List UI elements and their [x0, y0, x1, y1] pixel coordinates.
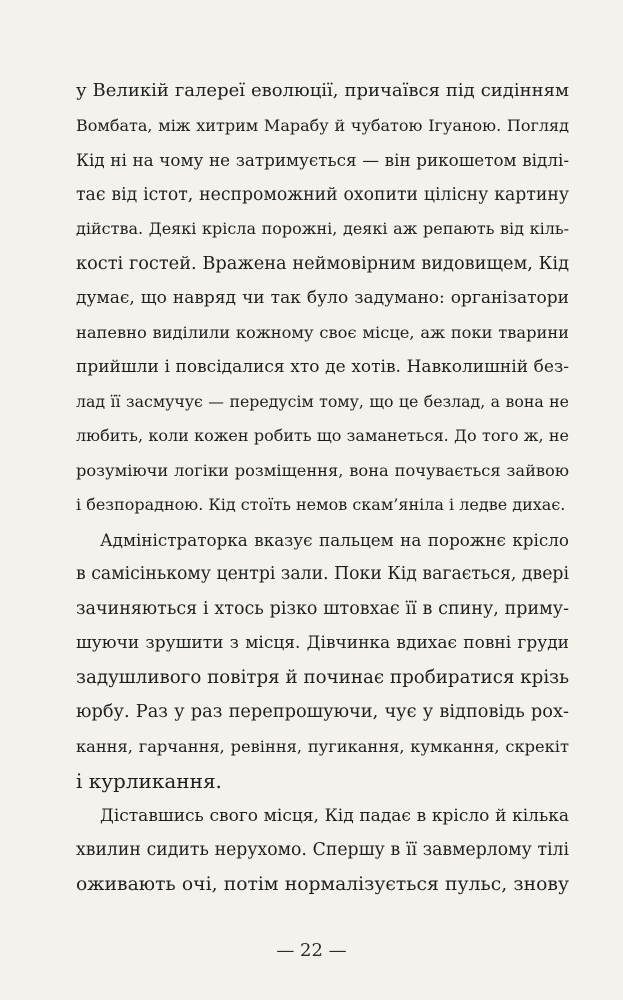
text-line-5: дійства. Деякі крісла порожні, деякі аж репають від кіль- [76, 219, 569, 238]
text-line-7: думає, що навряд чи так було задумано: організатори [76, 288, 569, 308]
text-line-6: кості гостей. Вражена неймовірним видовищем, Кід [76, 253, 569, 274]
text-line-12: розуміючи логіки розміщення, вона почувається зайвою [76, 460, 569, 480]
text-line-14: Адміністраторка вказує пальцем на порожнє крісло [100, 529, 569, 550]
text-line-17: шуючи зрушити з місця. Дівчинка вдихає повні груди [76, 633, 569, 653]
text-line-2: Вомбата, між хитрим Марабу й чубатою Ігуаною. Погляд [76, 115, 569, 135]
text-line-1: у Великій галереї еволюції, причаївся під сидінням [76, 80, 569, 101]
text-line-3: Кід ні на чому не затримується — він рикошетом відлі- [76, 150, 569, 170]
text-line-20: кання, гарчання, ревіння, пугикання, кумкання, скрекіт [76, 736, 569, 756]
body-text [76, 74, 569, 902]
text-line-24: оживають очі, потім нормалізується пульс, знову [76, 873, 569, 895]
text-line-21: і курликання. [76, 769, 222, 793]
text-line-15: в самісінькому центрі зали. Поки Кід вагається, двері [76, 564, 569, 584]
text-line-4: тає від істот, неспроможний охопити цілісну картину [76, 184, 569, 205]
text-line-22: Діставшись свого місця, Кід падає в крісло й кілька [100, 805, 569, 826]
text-line-10: лад її засмучує — передусім тому, що це безлад, а вона не [76, 391, 569, 411]
text-line-19: юрбу. Раз у раз перепрошуючи, чує у відповідь рох- [76, 702, 569, 722]
text-line-9: прийшли і повсідалися хто де хотів. Навколишній без- [76, 357, 569, 377]
text-line-23: хвилин сидить нерухомо. Спершу в її завмерлому тілі [76, 840, 569, 860]
text-line-16: зачиняються і хтось різко штовхає її в спину, приму- [76, 598, 569, 619]
page-number: — 22 — [276, 940, 347, 961]
text-line-18: задушливого повітря й починає пробиратися крізь [76, 666, 569, 688]
text-line-8: напевно виділили кожному своє місце, аж поки тварини [76, 322, 569, 342]
text-line-11: любить, коли кожен робить що заманеться. До того ж, не [76, 426, 569, 445]
text-line-13: і безпорадною. Кід стоїть немов скам’яніла і ледве дихає. [76, 495, 566, 514]
